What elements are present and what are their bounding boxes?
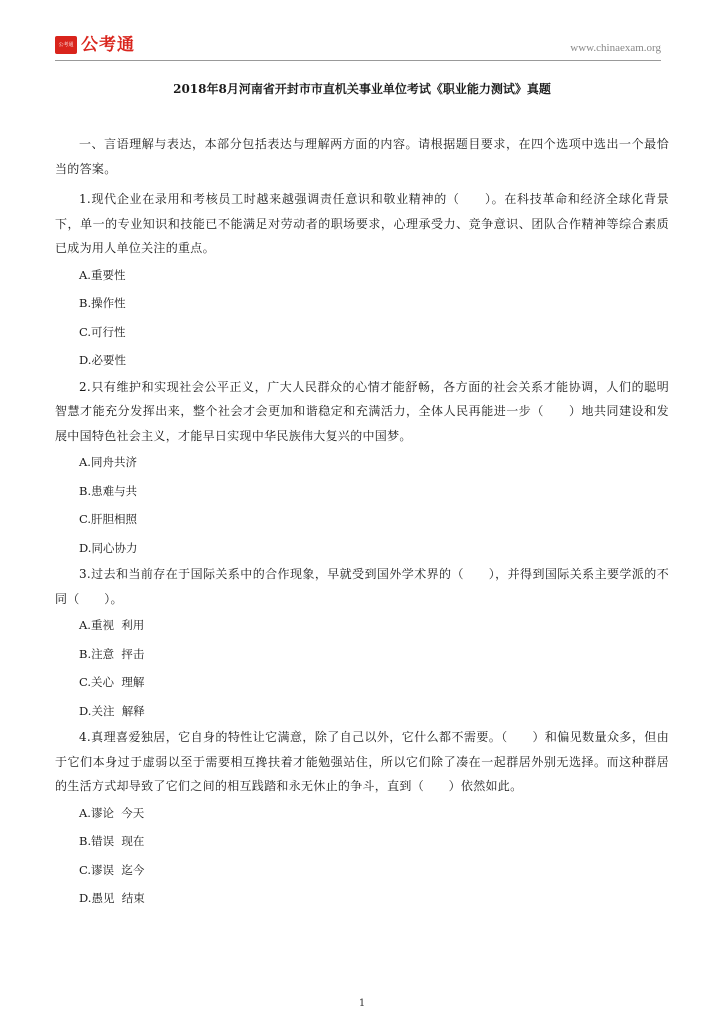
option-a: A.重视 利用 — [79, 618, 145, 632]
question-stem: 2.只有维护和实现社会公平正义，广大人民群众的心情才能舒畅，各方面的社会关系才能协调，人们的聪明智慧才能充分发挥出来，整个社会才会更加和谐稳定和充满活力，全体人民再能进一步（ ）地共同建设和发展中国特色社会主义，才能早日实现中华民族伟大复兴的中国梦。 — [55, 379, 669, 443]
option-c: C.谬误 迄今 — [79, 862, 145, 877]
option-d: D.关注 解释 — [79, 703, 145, 718]
question-stem: 4.真理喜爱独居，它自身的特性让它满意，除了自己以外，它什么都不需要。（ ）和偏见数量众多，但由于它们本身过于虚弱以至于需要相互搀扶着才能勉强站住，所以它们除了凑在一起群居外别无选择。而这种群居的生活方式却导致了它们之间的相互践踏和永无休止的争斗，直到（ ）依然如此。 — [55, 730, 669, 793]
option-b: B.操作性 — [79, 296, 126, 310]
question-1 — [55, 187, 669, 375]
option-c: C.可行性 — [79, 324, 126, 339]
option-b: B.患难与共 — [79, 483, 138, 498]
option-b: B.注意 抨击 — [79, 646, 145, 661]
logo-badge: 公考通 — [55, 36, 77, 54]
option-a: A.谬论 今天 — [79, 805, 145, 820]
site-url[interactable]: www.chinaexam.org — [570, 42, 661, 54]
document-title: 2018年8月河南省开封市市直机关事业单位考试《职业能力测试》真题 — [173, 82, 551, 96]
question-3 — [55, 562, 669, 725]
question-stem: 3.过去和当前存在于国际关系中的合作现象，早就受到国外学术界的（ ），并得到国际关系主要学派的不同（ ）。 — [55, 567, 669, 606]
option-a: A.重要性 — [79, 267, 126, 282]
page-header — [55, 34, 661, 60]
question-4 — [55, 725, 669, 913]
question-2 — [55, 375, 669, 563]
option-b: B.错误 现在 — [79, 834, 145, 848]
option-c: C.关心 理解 — [79, 675, 145, 689]
section-intro: 一、言语理解与表达，本部分包括表达与理解两方面的内容。请根据题目要求，在四个选项中选出一个最恰当的答案。 — [55, 137, 669, 176]
page-number: 1 — [358, 998, 366, 1009]
option-d: D.同心协力 — [79, 540, 138, 555]
logo-text: 公考通 — [81, 35, 135, 55]
option-a: A.同舟共济 — [79, 455, 137, 469]
question-stem: 1.现代企业在录用和考核员工时越来越强调责任意识和敬业精神的（ ）。在科技革命和经济全球化背景下，单一的专业知识和技能已不能满足对劳动者的职场要求，心理承受力、竞争意识、团队合作精神等综合素质已成为用人单位关注的重点。 — [55, 192, 669, 255]
option-d: D.必要性 — [79, 353, 126, 367]
option-c: C.肝胆相照 — [79, 512, 138, 526]
header-divider — [55, 60, 661, 61]
document-body — [55, 132, 669, 913]
option-d: D.愚见 结束 — [79, 891, 145, 905]
